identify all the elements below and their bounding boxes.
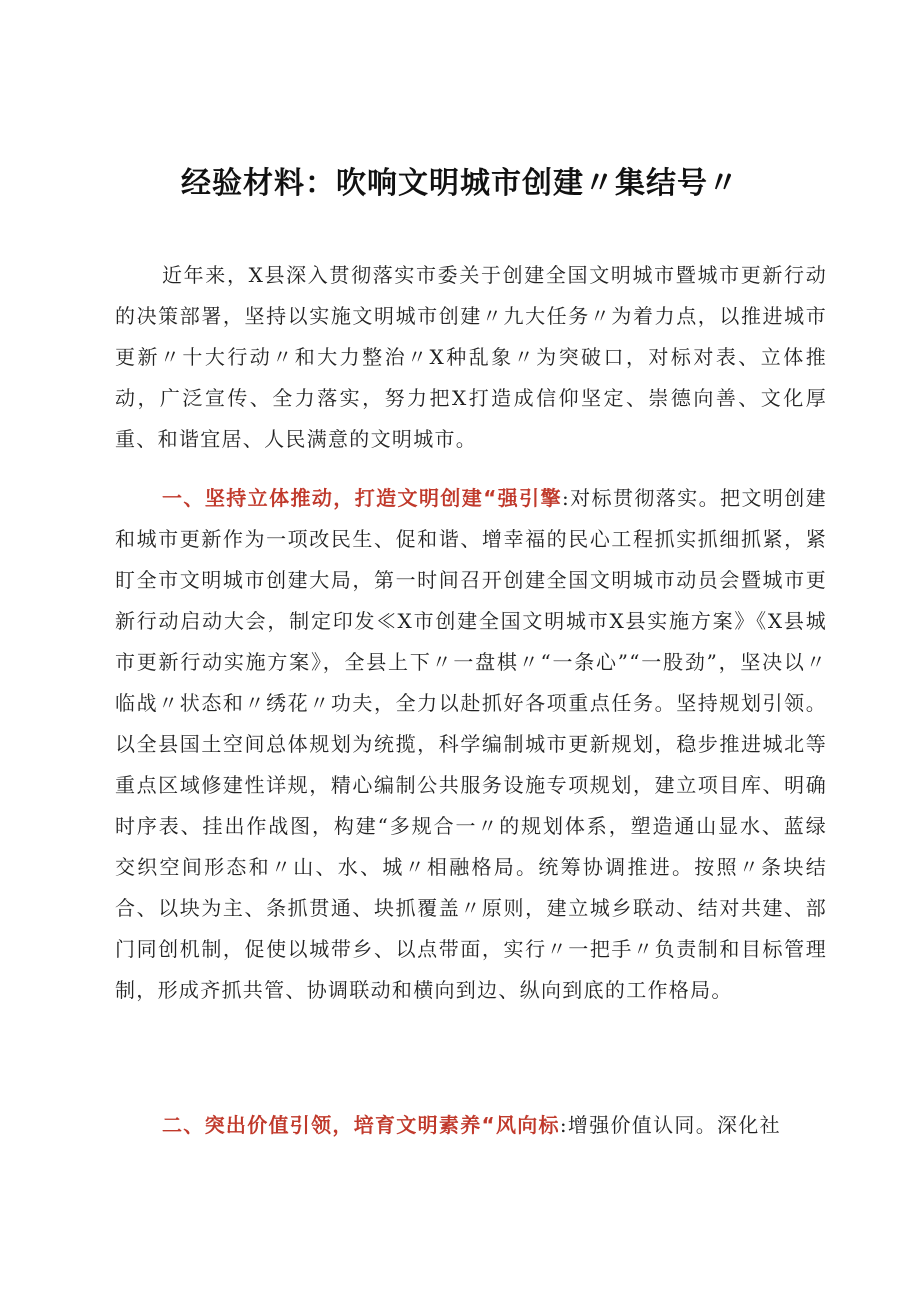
paragraph-text: 近年来，X县深入贯彻落实市委关于创建全国文明城市暨城市更新行动的决策部署，坚持以实施文明城市创建〃九大任务〃为着力点，以推进城市更新〃十大行动〃和大力整治〃X种乱象〃为突破口，对标对表、立体推动，广泛宣传、全力落实，努力把X打造成信仰坚定、崇德向善、文化厚重、和谐宜居、人民满意的文明城市。 (115, 263, 827, 451)
section-one-text: :对标贯彻落实。把文明创建和城市更新作为一项改民生、促和谐、增幸福的民心工程抓实抓细抓紧，紧盯全市文明城市创建大局，第一时间召开创建全国文明城市动员会暨城市更新行动启动大会，制定印发≪X市创建全国文明城市X县实施方案》《X县城市更新行动实施方案》，全县上下〃一盘棋〃“一条心”“一股劲”，坚决以〃临战〃状态和〃绣花〃功夫，全力以赴抓好各项重点任务。坚持规划引领。以全县国土空间总体规划为统揽，科学编制城市更新规划，稳步推进城北等重点区域修建性详规，精心编制公共服务设施专项规划，建立项目库、明确时序表、挂出作战图，构建“多规合一〃的规划体系，塑造通山显水、蓝绿交织空间形态和〃山、水、城〃相融格局。统筹协调推进。按照〃条块结合、以块为主、条抓贯通、块抓覆盖〃原则，建立城乡联动、结对共建、部门同创机制，促使以城带乡、以点带面，实行〃一把手〃负责制和目标管理制，形成齐抓共管、协调联动和横向到边、纵向到底的工作格局。 (115, 486, 827, 1002)
section-two-heading: 二、突出价值引领，培育文明素养“风向标 (162, 1113, 560, 1137)
section-one-heading: 一、坚持立体推动，打造文明创建“强引擎 (162, 486, 562, 510)
section-two-paragraph (115, 1105, 827, 1146)
intro-paragraph (115, 255, 827, 460)
page-title: 经验材料：吹响文明城市创建〃集结号〃 (181, 166, 739, 201)
section-two-text: :增强价值认同。深化社 (559, 1113, 781, 1137)
section-one-paragraph (115, 478, 827, 1011)
